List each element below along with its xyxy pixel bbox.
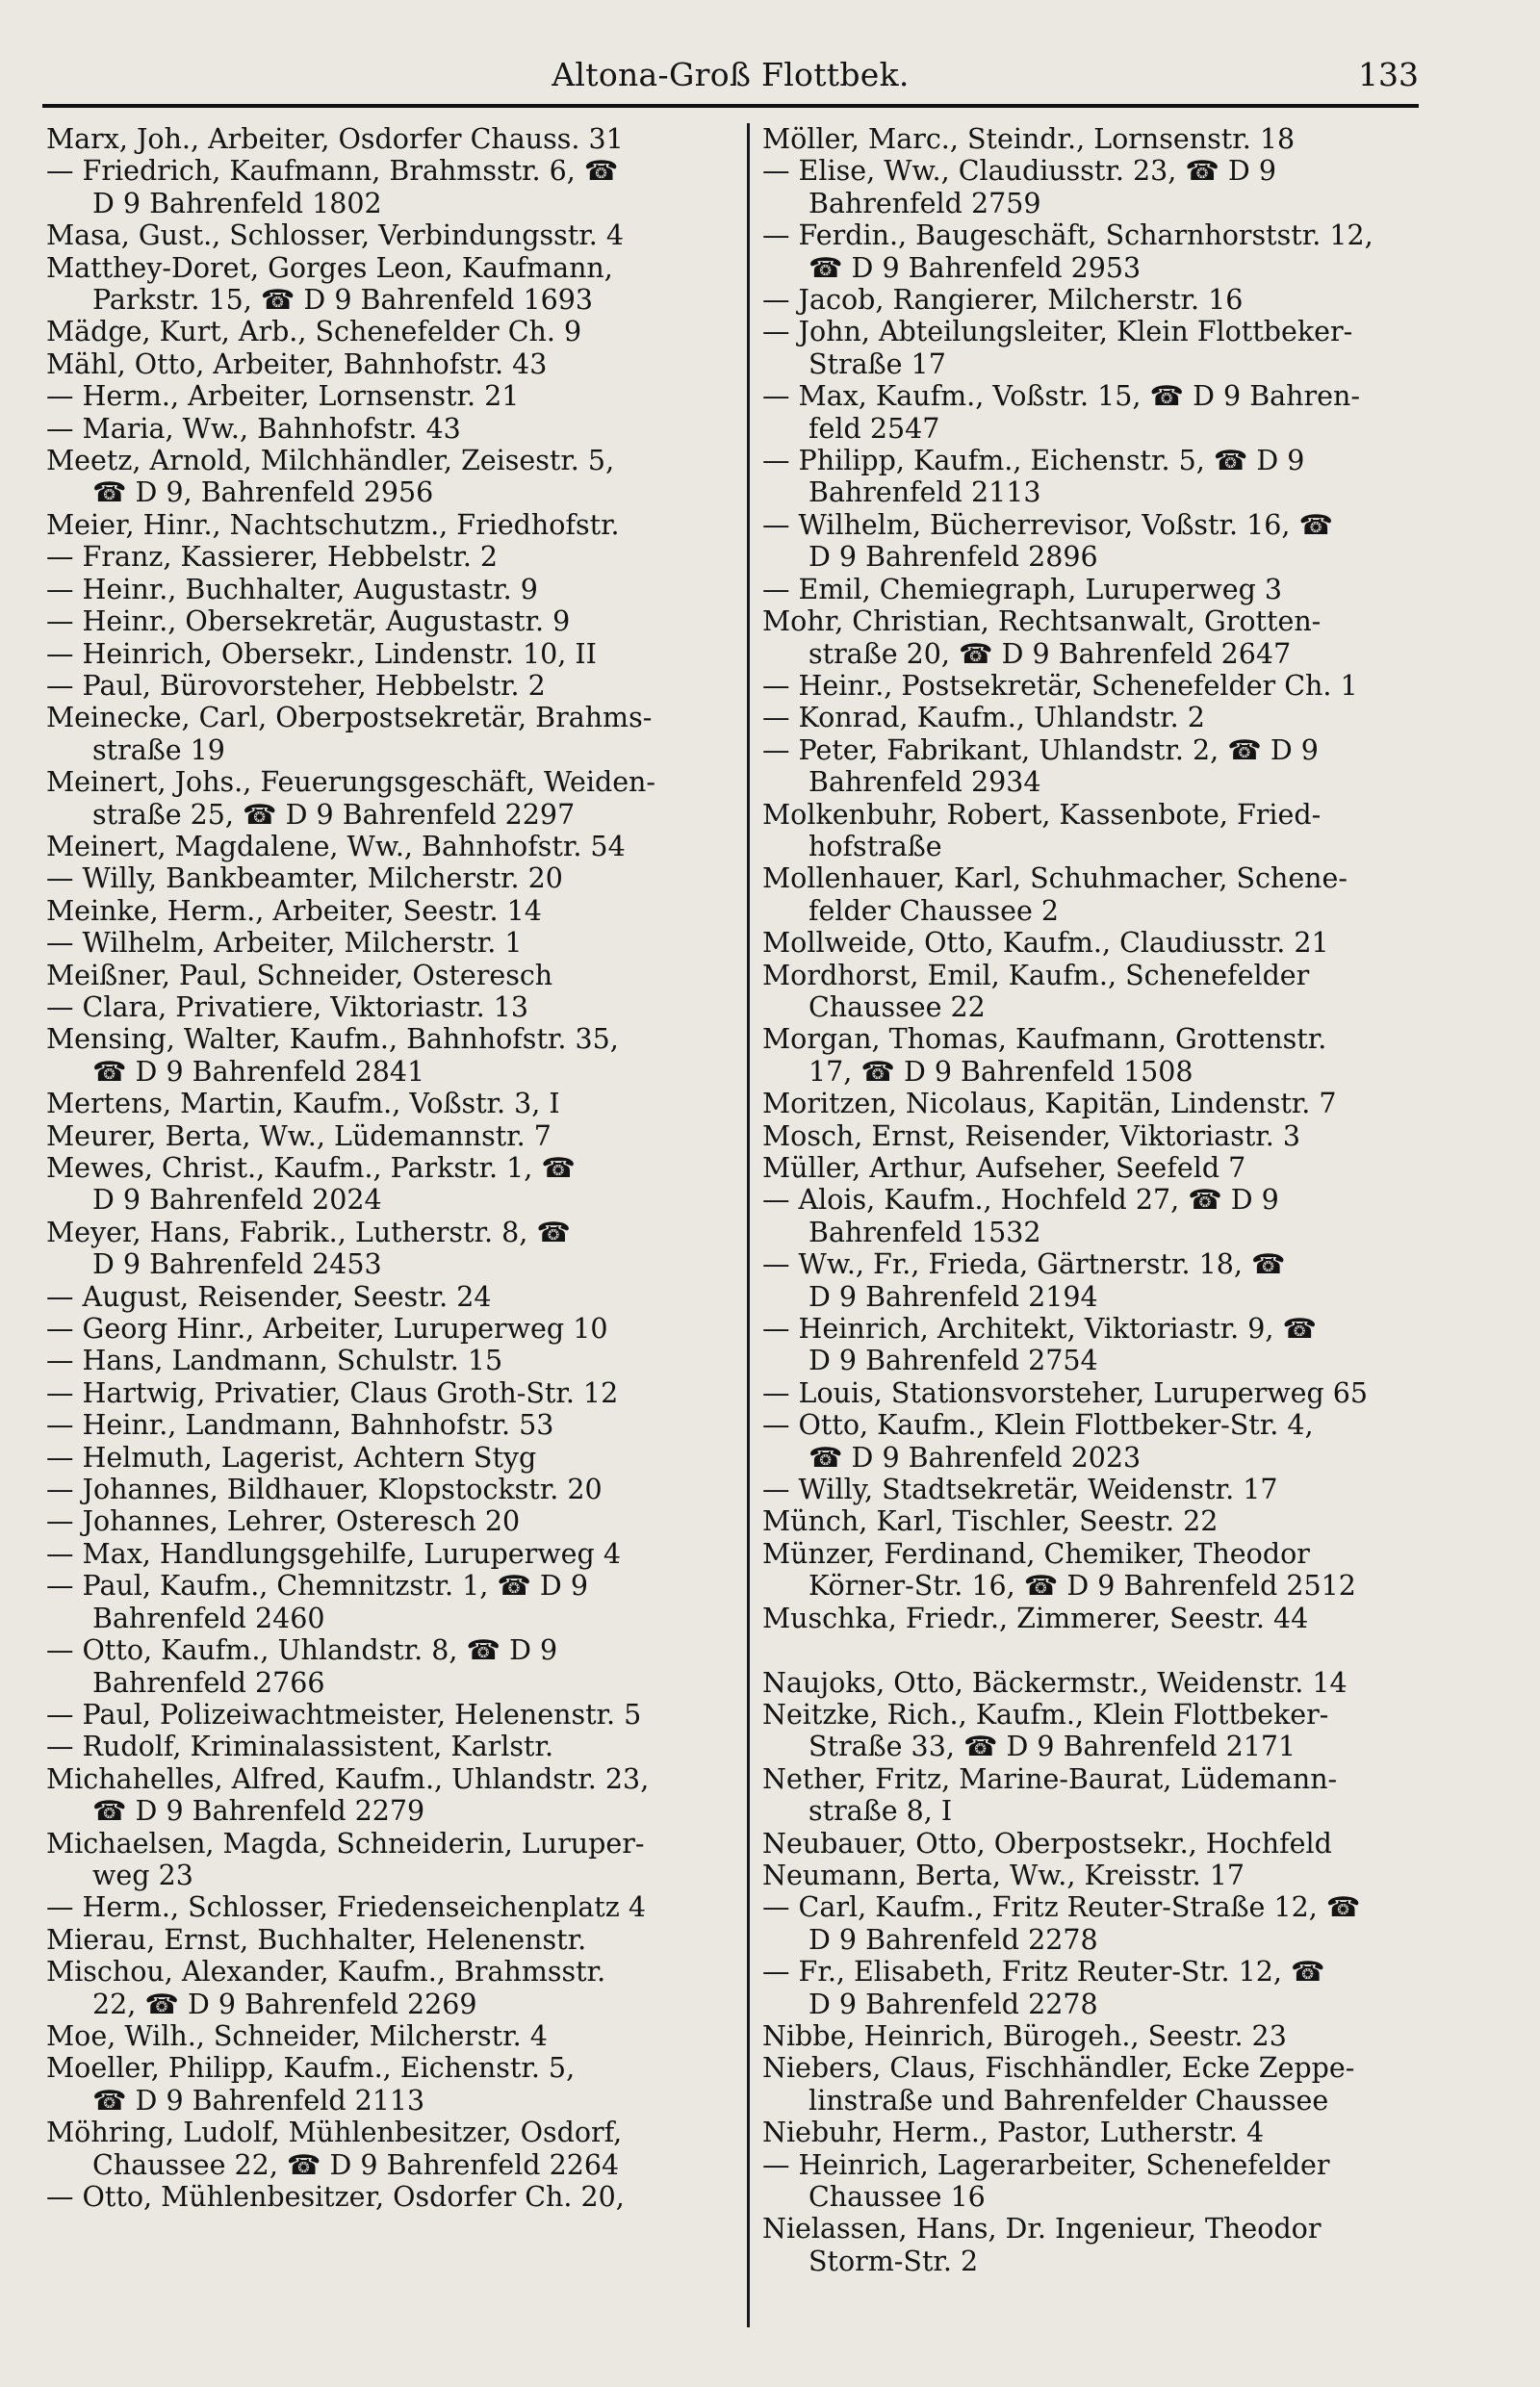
entry-continuation: D 9 Bahrenfeld 2278 [808, 1923, 1098, 1956]
entry-line: — John, Abteilungsleiter, Klein Flottbeker- [762, 316, 1353, 348]
entry-line: Mordhorst, Emil, Kaufm., Schenefelder [762, 959, 1310, 991]
entry-continuation: Bahrenfeld 1532 [808, 1216, 1041, 1248]
entry-line: — Herm., Schlosser, Friedenseichenplatz 4 [46, 1891, 646, 1924]
directory-entry [762, 2052, 1436, 2117]
directory-entry [46, 2020, 720, 2052]
entry-line: Nether, Fritz, Marine-Baurat, Lüdemann- [762, 1762, 1338, 1795]
entry-line: Möhring, Ludolf, Mühlenbesitzer, Osdorf, [46, 2117, 623, 2149]
entry-continuation: D 9 Bahrenfeld 2453 [92, 1248, 382, 1281]
directory-entry [762, 927, 1436, 959]
directory-entry [46, 991, 720, 1023]
directory-entry [46, 1088, 720, 1119]
directory-entry [762, 2117, 1436, 2148]
directory-entry [46, 2117, 720, 2181]
entry-line: Mewes, Christ., Kaufm., Parkstr. 1, ☎ [46, 1152, 576, 1184]
entry-line: Meinert, Magdalene, Ww., Bahnhofstr. 54 [46, 830, 626, 862]
directory-entry [46, 1345, 720, 1376]
directory-entry [46, 638, 720, 670]
entry-continuation: D 9 Bahrenfeld 2896 [808, 541, 1098, 574]
directory-entry [762, 1120, 1436, 1152]
directory-entry [46, 1217, 720, 1281]
entry-continuation: Straße 33, ☎ D 9 Bahrenfeld 2171 [808, 1731, 1296, 1763]
directory-entry [46, 1731, 720, 1762]
entry-line: — Georg Hinr., Arbeiter, Luruperweg 10 [46, 1313, 608, 1346]
entry-line: — Ww., Fr., Frieda, Gärtnerstr. 18, ☎ [762, 1248, 1286, 1281]
directory-entry [762, 670, 1436, 702]
directory-entry [762, 605, 1436, 670]
entry-continuation: Straße 17 [808, 347, 946, 380]
directory-entry [762, 316, 1436, 380]
entry-line: — Fr., Elisabeth, Fritz Reuter-Str. 12, ☎ [762, 1956, 1325, 1989]
entry-line: — Heinr., Obersekretär, Augustastr. 9 [46, 605, 571, 638]
directory-entry [46, 927, 720, 959]
entry-line: Meyer, Hans, Fabrik., Lutherstr. 8, ☎ [46, 1216, 571, 1248]
entry-continuation: Bahrenfeld 2934 [808, 766, 1041, 799]
directory-entry [762, 1603, 1436, 1634]
entry-line: — Jacob, Rangierer, Milcherstr. 16 [762, 284, 1244, 317]
directory-entry [762, 219, 1436, 284]
entry-line: — Hans, Landmann, Schulstr. 15 [46, 1345, 503, 1377]
entry-line: — Alois, Kaufm., Hochfeld 27, ☎ D 9 [762, 1184, 1279, 1217]
entry-continuation: feld 2547 [808, 412, 940, 445]
entry-continuation: Storm-Str. 2 [808, 2245, 979, 2277]
entry-line: — Maria, Ww., Bahnhofstr. 43 [46, 412, 461, 445]
directory-entry [762, 2149, 1436, 2214]
directory-entry [46, 155, 720, 219]
directory-entry [762, 123, 1436, 155]
entry-continuation: weg 23 [92, 1859, 193, 1891]
directory-entry [762, 509, 1436, 574]
entry-line: — Hartwig, Privatier, Claus Groth-Str. 12 [46, 1376, 619, 1409]
directory-entry [762, 702, 1436, 733]
directory-entry [46, 862, 720, 894]
entry-continuation: D 9 Bahrenfeld 1802 [92, 187, 382, 219]
directory-entry [762, 1763, 1436, 1828]
entry-line: — Konrad, Kaufm., Uhlandstr. 2 [762, 702, 1205, 734]
entry-line: Meier, Hinr., Nachtschutzm., Friedhofstr. [46, 508, 620, 541]
directory-entry [762, 1248, 1436, 1313]
entry-continuation: straße 20, ☎ D 9 Bahrenfeld 2647 [808, 637, 1292, 670]
entry-line: Meetz, Arnold, Milchhändler, Zeisestr. 5, [46, 445, 615, 477]
entry-line: — Johannes, Lehrer, Osteresch 20 [46, 1505, 521, 1538]
entry-line: — Elise, Ww., Claudiusstr. 23, ☎ D 9 [762, 155, 1276, 188]
directory-entry [762, 1409, 1436, 1474]
entry-line: Mischou, Alexander, Kaufm., Brahmsstr. [46, 1956, 606, 1989]
directory-entry [46, 1538, 720, 1570]
entry-line: Mollenhauer, Karl, Schuhmacher, Schene- [762, 862, 1348, 895]
directory-entry [46, 605, 720, 637]
entry-continuation: ☎ D 9, Bahrenfeld 2956 [92, 476, 434, 509]
directory-entry [46, 1023, 720, 1088]
directory-entry [46, 123, 720, 155]
entry-line: — Heinr., Buchhalter, Augustastr. 9 [46, 573, 538, 605]
entry-line: — Otto, Kaufm., Klein Flottbeker-Str. 4, [762, 1409, 1314, 1442]
entry-line: — Max, Handlungsgehilfe, Luruperweg 4 [46, 1537, 621, 1570]
directory-entry [762, 862, 1436, 927]
entry-line: Mädge, Kurt, Arb., Schenefelder Ch. 9 [46, 316, 582, 348]
entry-line: Meißner, Paul, Schneider, Osteresch [46, 959, 553, 991]
directory-entry [762, 284, 1436, 316]
directory-entry [46, 831, 720, 862]
running-title: Altona-Groß Flottbek. [552, 56, 910, 93]
entry-continuation: Körner-Str. 16, ☎ D 9 Bahrenfeld 2512 [808, 1570, 1356, 1603]
directory-entry [46, 1763, 720, 1828]
entry-continuation: straße 19 [92, 733, 225, 766]
entry-line: — Heinrich, Obersekr., Lindenstr. 10, II [46, 637, 597, 670]
entry-line: Moe, Wilh., Schneider, Milcherstr. 4 [46, 2019, 548, 2052]
directory-entry [762, 1634, 1436, 1666]
directory-entry [46, 2052, 720, 2117]
entry-continuation: ☎ D 9 Bahrenfeld 2841 [92, 1055, 425, 1088]
entry-line: Naujoks, Otto, Bäckermstr., Weidenstr. 14 [762, 1666, 1348, 1699]
entry-line: Mertens, Martin, Kaufm., Voßstr. 3, I [46, 1088, 560, 1120]
entry-line: Marx, Joh., Arbeiter, Osdorfer Chauss. 31 [46, 123, 624, 155]
entry-continuation: D 9 Bahrenfeld 2194 [808, 1280, 1098, 1313]
directory-entry [762, 1667, 1436, 1699]
entry-continuation: ☎ D 9 Bahrenfeld 2953 [808, 251, 1142, 284]
entry-line: — Willy, Bankbeamter, Milcherstr. 20 [46, 862, 563, 895]
entry-line: Niebuhr, Herm., Pastor, Lutherstr. 4 [762, 2117, 1265, 2149]
directory-entry [46, 1474, 720, 1505]
directory-entry [46, 1281, 720, 1313]
directory-entry [46, 766, 720, 831]
entry-line: — Helmuth, Lagerist, Achtern Styg [46, 1441, 537, 1474]
directory-entry [46, 1924, 720, 1956]
entry-line: — Philipp, Kaufm., Eichenstr. 5, ☎ D 9 [762, 445, 1305, 477]
entry-line: — Heinr., Landmann, Bahnhofstr. 53 [46, 1409, 554, 1442]
directory-entry [46, 960, 720, 991]
column-divider [747, 123, 750, 2327]
entry-line: Morgan, Thomas, Kaufmann, Grottenstr. [762, 1023, 1327, 1056]
directory-entry [762, 155, 1436, 219]
entry-continuation: Bahrenfeld 2766 [92, 1666, 325, 1699]
directory-entry [46, 1505, 720, 1537]
entry-line: — Louis, Stationsvorsteher, Luruperweg 65 [762, 1376, 1369, 1409]
entry-line: — Otto, Mühlenbesitzer, Osdorfer Ch. 20, [46, 2181, 625, 2213]
entry-line: Meurer, Berta, Ww., Lüdemannstr. 7 [46, 1119, 552, 1152]
entry-continuation: Chaussee 22 [808, 990, 986, 1023]
entry-line: Moritzen, Nicolaus, Kapitän, Lindenstr. 7 [762, 1088, 1337, 1120]
directory-entry [46, 1409, 720, 1441]
entry-line: — Rudolf, Kriminalassistent, Karlstr. [46, 1731, 554, 1763]
directory-entry [46, 670, 720, 702]
entry-line: Nielassen, Hans, Dr. Ingenieur, Theodor [762, 2213, 1322, 2246]
entry-line: — Franz, Kassierer, Hebbelstr. 2 [46, 541, 499, 574]
entry-line: — Johannes, Bildhauer, Klopstockstr. 20 [46, 1474, 603, 1506]
entry-continuation: Chaussee 16 [808, 2181, 986, 2213]
entry-line: Moeller, Philipp, Kaufm., Eichenstr. 5, [46, 2052, 576, 2085]
entry-line: — Heinr., Postsekretär, Schenefelder Ch. 1 [762, 669, 1358, 702]
directory-entry [762, 960, 1436, 1024]
entry-line: — Clara, Privatiere, Viktoriastr. 13 [46, 990, 529, 1023]
entry-line: Möller, Marc., Steindr., Lornsenstr. 18 [762, 123, 1296, 155]
entry-line: Michahelles, Alfred, Kaufm., Uhlandstr. 23, [46, 1762, 650, 1795]
left-column [46, 123, 720, 2213]
directory-entry [46, 1956, 720, 2020]
directory-entry [762, 1538, 1436, 1603]
entry-line: — Paul, Kaufm., Chemnitzstr. 1, ☎ D 9 [46, 1570, 588, 1603]
entry-continuation: Bahrenfeld 2113 [808, 476, 1041, 509]
entry-line: Mollweide, Otto, Kaufm., Claudiusstr. 21 [762, 927, 1329, 960]
entry-line: — Heinrich, Architekt, Viktoriastr. 9, ☎ [762, 1313, 1317, 1346]
directory-entry [762, 1088, 1436, 1119]
directory-entry [46, 1120, 720, 1152]
entry-continuation: D 9 Bahrenfeld 2278 [808, 1988, 1098, 2020]
entry-continuation: straße 8, I [808, 1795, 953, 1828]
directory-entry [46, 219, 720, 251]
page-number: 133 [1358, 56, 1419, 93]
entry-continuation: D 9 Bahrenfeld 2754 [808, 1345, 1098, 1377]
directory-entry [46, 1570, 720, 1634]
directory-entry [46, 1828, 720, 1892]
entry-continuation: Bahrenfeld 2460 [92, 1602, 325, 1634]
directory-entry [46, 348, 720, 380]
entry-line: — Ferdin., Baugeschäft, Scharnhorststr. 12, [762, 219, 1373, 252]
entry-continuation: hofstraße [808, 830, 942, 862]
entry-line: — August, Reisender, Seestr. 24 [46, 1280, 492, 1313]
directory-entry [46, 509, 720, 541]
entry-line: Michaelsen, Magda, Schneiderin, Luruper- [46, 1827, 645, 1860]
directory-entry [762, 799, 1436, 863]
directory-entry [46, 1442, 720, 1474]
entry-line: Münzer, Ferdinand, Chemiker, Theodor [762, 1537, 1310, 1570]
directory-entry [762, 445, 1436, 509]
directory-entry [762, 380, 1436, 445]
entry-line: Nibbe, Heinrich, Bürogeh., Seestr. 23 [762, 2019, 1287, 2052]
entry-continuation: ☎ D 9 Bahrenfeld 2279 [92, 1795, 425, 1828]
entry-line: Münch, Karl, Tischler, Seestr. 22 [762, 1505, 1219, 1538]
entry-line: — Herm., Arbeiter, Lornsenstr. 21 [46, 380, 520, 413]
entry-continuation: linstraße und Bahrenfelder Chaussee [808, 2084, 1329, 2117]
entry-line: — Peter, Fabrikant, Uhlandstr. 2, ☎ D 9 [762, 733, 1319, 766]
directory-entry [762, 1505, 1436, 1537]
entry-line: Mensing, Walter, Kaufm., Bahnhofstr. 35, [46, 1023, 619, 1056]
directory-entry [46, 2181, 720, 2213]
directory-entry [762, 2020, 1436, 2052]
directory-entry [762, 1152, 1436, 1184]
directory-entry [762, 1313, 1436, 1377]
entry-line: — Paul, Polizeiwachtmeister, Helenenstr. 5 [46, 1698, 642, 1731]
entry-line: — Max, Kaufm., Voßstr. 15, ☎ D 9 Bahren- [762, 380, 1360, 413]
entry-line: Mosch, Ernst, Reisender, Viktoriastr. 3 [762, 1119, 1301, 1152]
directory-entry [762, 1828, 1436, 1860]
entry-continuation: 22, ☎ D 9 Bahrenfeld 2269 [92, 1988, 477, 2020]
entry-line: — Paul, Bürovorsteher, Hebbelstr. 2 [46, 669, 546, 702]
directory-entry [46, 445, 720, 509]
directory-entry [46, 1634, 720, 1699]
entry-line: Mohr, Christian, Rechtsanwalt, Grotten- [762, 605, 1322, 638]
directory-entry [762, 2213, 1436, 2277]
entry-line: Masa, Gust., Schlosser, Verbindungsstr. 4 [46, 219, 624, 252]
entry-continuation: ☎ D 9 Bahrenfeld 2113 [92, 2084, 425, 2117]
entry-line: — Heinrich, Lagerarbeiter, Schenefelder [762, 2148, 1330, 2181]
entry-line: — Wilhelm, Bücherrevisor, Voßstr. 16, ☎ [762, 508, 1334, 541]
entry-line: Matthey-Doret, Gorges Leon, Kaufmann, [46, 251, 613, 284]
entry-line: Meinecke, Carl, Oberpostsekretär, Brahms- [46, 702, 653, 734]
directory-entry [46, 541, 720, 573]
entry-continuation: ☎ D 9 Bahrenfeld 2023 [808, 1441, 1142, 1474]
directory-entry [762, 1956, 1436, 2020]
directory-entry [46, 895, 720, 927]
directory-entry [762, 1184, 1436, 1248]
directory-entry [762, 734, 1436, 799]
directory-entry [46, 380, 720, 412]
entry-continuation: Bahrenfeld 2759 [808, 187, 1041, 219]
entry-continuation: Parkstr. 15, ☎ D 9 Bahrenfeld 1693 [92, 284, 594, 317]
entry-line: — Willy, Stadtsekretär, Weidenstr. 17 [762, 1474, 1278, 1506]
entry-continuation: Chaussee 22, ☎ D 9 Bahrenfeld 2264 [92, 2148, 620, 2181]
entry-line: Mierau, Ernst, Buchhalter, Helenenstr. [46, 1923, 587, 1956]
entry-continuation: 17, ☎ D 9 Bahrenfeld 1508 [808, 1055, 1194, 1088]
directory-entry [762, 1860, 1436, 1891]
directory-entry [46, 1377, 720, 1409]
directory-entry [762, 1699, 1436, 1763]
directory-entry [762, 1474, 1436, 1505]
entry-line: — Carl, Kaufm., Fritz Reuter-Straße 12, ☎ [762, 1891, 1361, 1924]
directory-entry [46, 413, 720, 445]
entry-line: Neitzke, Rich., Kaufm., Klein Flottbeker- [762, 1698, 1329, 1731]
entry-line: — Emil, Chemiegraph, Luruperweg 3 [762, 573, 1283, 605]
directory-entry [46, 1152, 720, 1217]
directory-entry [46, 574, 720, 605]
entry-continuation: felder Chaussee 2 [808, 894, 1060, 927]
entry-continuation: D 9 Bahrenfeld 2024 [92, 1184, 382, 1217]
directory-entry [46, 316, 720, 347]
entry-continuation: straße 25, ☎ D 9 Bahrenfeld 2297 [92, 798, 576, 831]
directory-entry [46, 252, 720, 317]
page-header [42, 50, 1419, 100]
directory-entry [762, 574, 1436, 605]
entry-line: — Wilhelm, Arbeiter, Milcherstr. 1 [46, 927, 523, 960]
entry-line: — Friedrich, Kaufmann, Brahmsstr. 6, ☎ [46, 155, 619, 188]
entry-line: Niebers, Claus, Fischhändler, Ecke Zeppe- [762, 2052, 1355, 2085]
entry-line: Müller, Arthur, Aufseher, Seefeld 7 [762, 1152, 1246, 1184]
entry-line: Neumann, Berta, Ww., Kreisstr. 17 [762, 1859, 1245, 1891]
directory-entry [762, 1377, 1436, 1409]
directory-entry [762, 1023, 1436, 1088]
entry-line: Meinke, Herm., Arbeiter, Seestr. 14 [46, 894, 542, 927]
right-column [762, 123, 1436, 2277]
directory-entry [46, 702, 720, 766]
directory-entry [46, 1699, 720, 1731]
entry-line: Meinert, Johs., Feuerungsgeschäft, Weiden- [46, 766, 656, 799]
directory-entry [762, 1891, 1436, 1956]
directory-entry [46, 1891, 720, 1923]
header-rule [42, 104, 1419, 108]
entry-line: Molkenbuhr, Robert, Kassenbote, Fried- [762, 798, 1322, 831]
directory-entry [46, 1313, 720, 1345]
entry-line: Mähl, Otto, Arbeiter, Bahnhofstr. 43 [46, 347, 548, 380]
entry-line: — Otto, Kaufm., Uhlandstr. 8, ☎ D 9 [46, 1634, 558, 1667]
entry-line: Muschka, Friedr., Zimmerer, Seestr. 44 [762, 1602, 1309, 1634]
entry-line: Neubauer, Otto, Oberpostsekr., Hochfeld [762, 1827, 1332, 1860]
